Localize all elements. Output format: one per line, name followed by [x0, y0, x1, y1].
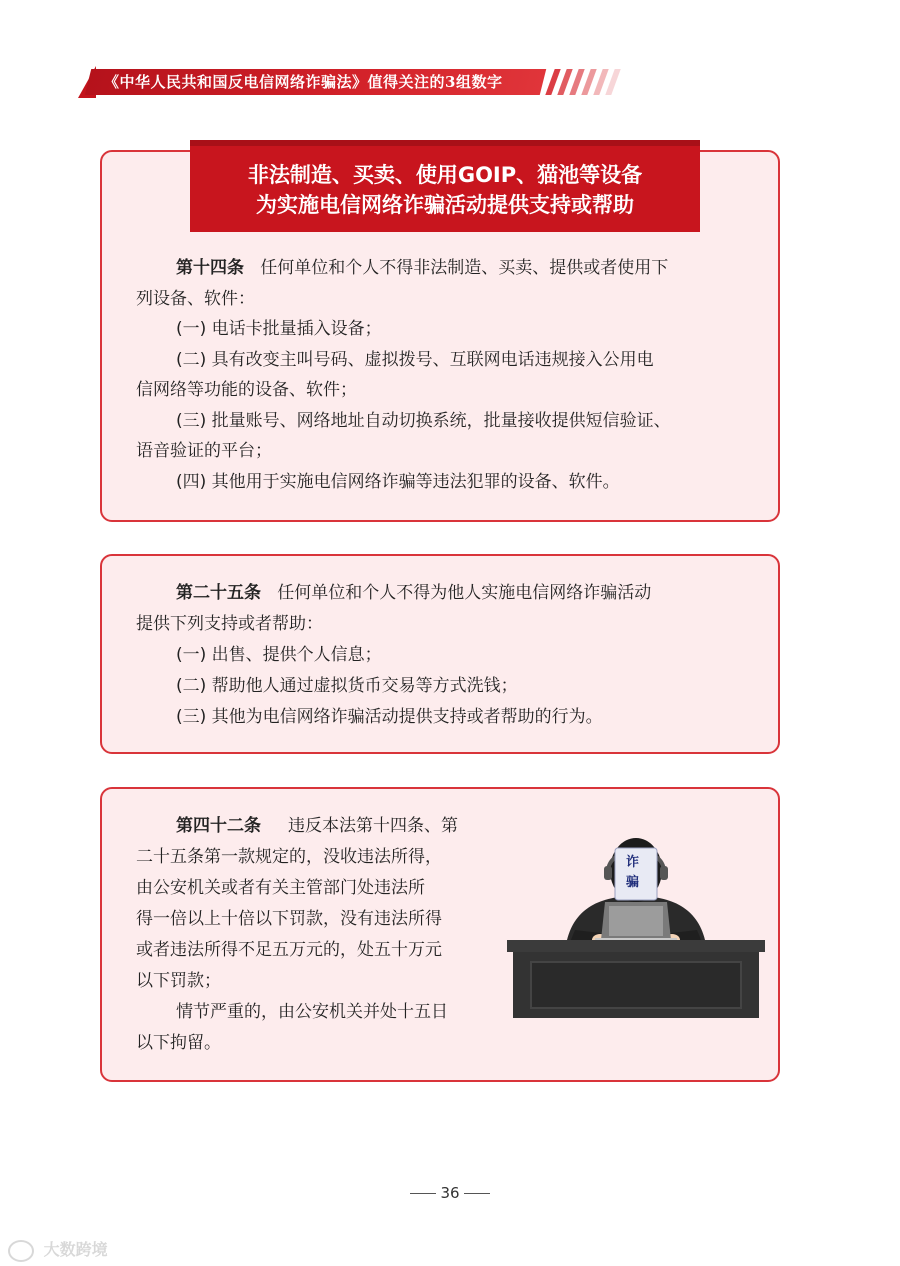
- header-banner: [78, 66, 618, 98]
- article-42-line-8: 以下拘留。: [136, 1033, 221, 1053]
- article-14-item-3a: (三) 批量账号、网络地址自动切换系统，批量接收提供短信验证、: [176, 411, 671, 431]
- article-25-item-1: (一) 出售、提供个人信息；: [176, 645, 382, 665]
- watermark-logo-icon: [8, 1240, 34, 1262]
- section1-ribbon: [190, 140, 700, 232]
- watermark: [8, 1237, 108, 1262]
- article-42-line-4: 得一倍以上十倍以下罚款，没有违法所得: [136, 909, 442, 929]
- article-42-line-2: 二十五条第一款规定的，没收违法所得，: [136, 847, 442, 867]
- scammer-illustration: [505, 830, 767, 1022]
- article-42-text-1: 违反本法第十四条、第: [288, 816, 459, 836]
- ribbon-line-1: 非法制造、买卖、使用GOIP、猫池等设备: [247, 163, 643, 187]
- article-14-item-4: (四) 其他用于实施电信网络诈骗等违法犯罪的设备、软件。: [176, 472, 620, 492]
- ribbon-line-2: 为实施电信网络诈骗活动提供支持或帮助: [256, 193, 634, 217]
- header-title: 《中华人民共和国反电信网络诈骗法》值得关注的3组数字: [104, 73, 503, 91]
- article-42-line-7: 情节严重的，由公安机关并处十五日: [176, 1002, 448, 1022]
- scam-sign-char-1: 诈: [626, 855, 640, 870]
- article-42-line-1: [176, 811, 458, 842]
- article-14-line-2: 列设备、软件：: [136, 289, 255, 309]
- article-14-text-1: 任何单位和个人不得非法制造、买卖、提供或者使用下: [260, 258, 669, 278]
- article-14-line-1: [176, 253, 668, 284]
- article-25-line-2: 提供下列支持或者帮助：: [136, 614, 323, 634]
- article-25-text-1: 任何单位和个人不得为他人实施电信网络诈骗活动: [277, 583, 652, 603]
- header-stripes: [548, 69, 628, 95]
- article-42-line-6: 以下罚款；: [136, 971, 221, 991]
- page-number: 36: [440, 1184, 460, 1202]
- article-25-item-3: (三) 其他为电信网络诈骗活动提供支持或者帮助的行为。: [176, 707, 603, 727]
- article-42-line-3: 由公安机关或者有关主管部门处违法所: [136, 878, 425, 898]
- article-14-item-2a: (二) 具有改变主叫号码、虚拟拨号、互联网电话违规接入公用电: [176, 350, 654, 370]
- article-25-item-2: (二) 帮助他人通过虚拟货币交易等方式洗钱；: [176, 676, 518, 696]
- scam-sign-char-2: 骗: [626, 875, 640, 890]
- page-number-dash-left: [410, 1193, 436, 1194]
- article-42-label: 第四十二条: [176, 816, 261, 836]
- article-25-label: 第二十五条: [176, 583, 261, 603]
- page-number-row: [0, 1184, 900, 1202]
- article-14-item-3b: 语音验证的平台；: [136, 441, 272, 461]
- article-25-line-1: [176, 578, 651, 609]
- page-number-dash-right: [464, 1193, 490, 1194]
- article-14-label: 第十四条: [176, 258, 244, 278]
- article-14-item-2b: 信网络等功能的设备、软件；: [136, 380, 357, 400]
- article-42-line-5: 或者违法所得不足五万元的，处五十万元: [136, 940, 442, 960]
- watermark-text: 大数跨境: [43, 1240, 108, 1259]
- article-14-item-1: (一) 电话卡批量插入设备；: [176, 319, 382, 339]
